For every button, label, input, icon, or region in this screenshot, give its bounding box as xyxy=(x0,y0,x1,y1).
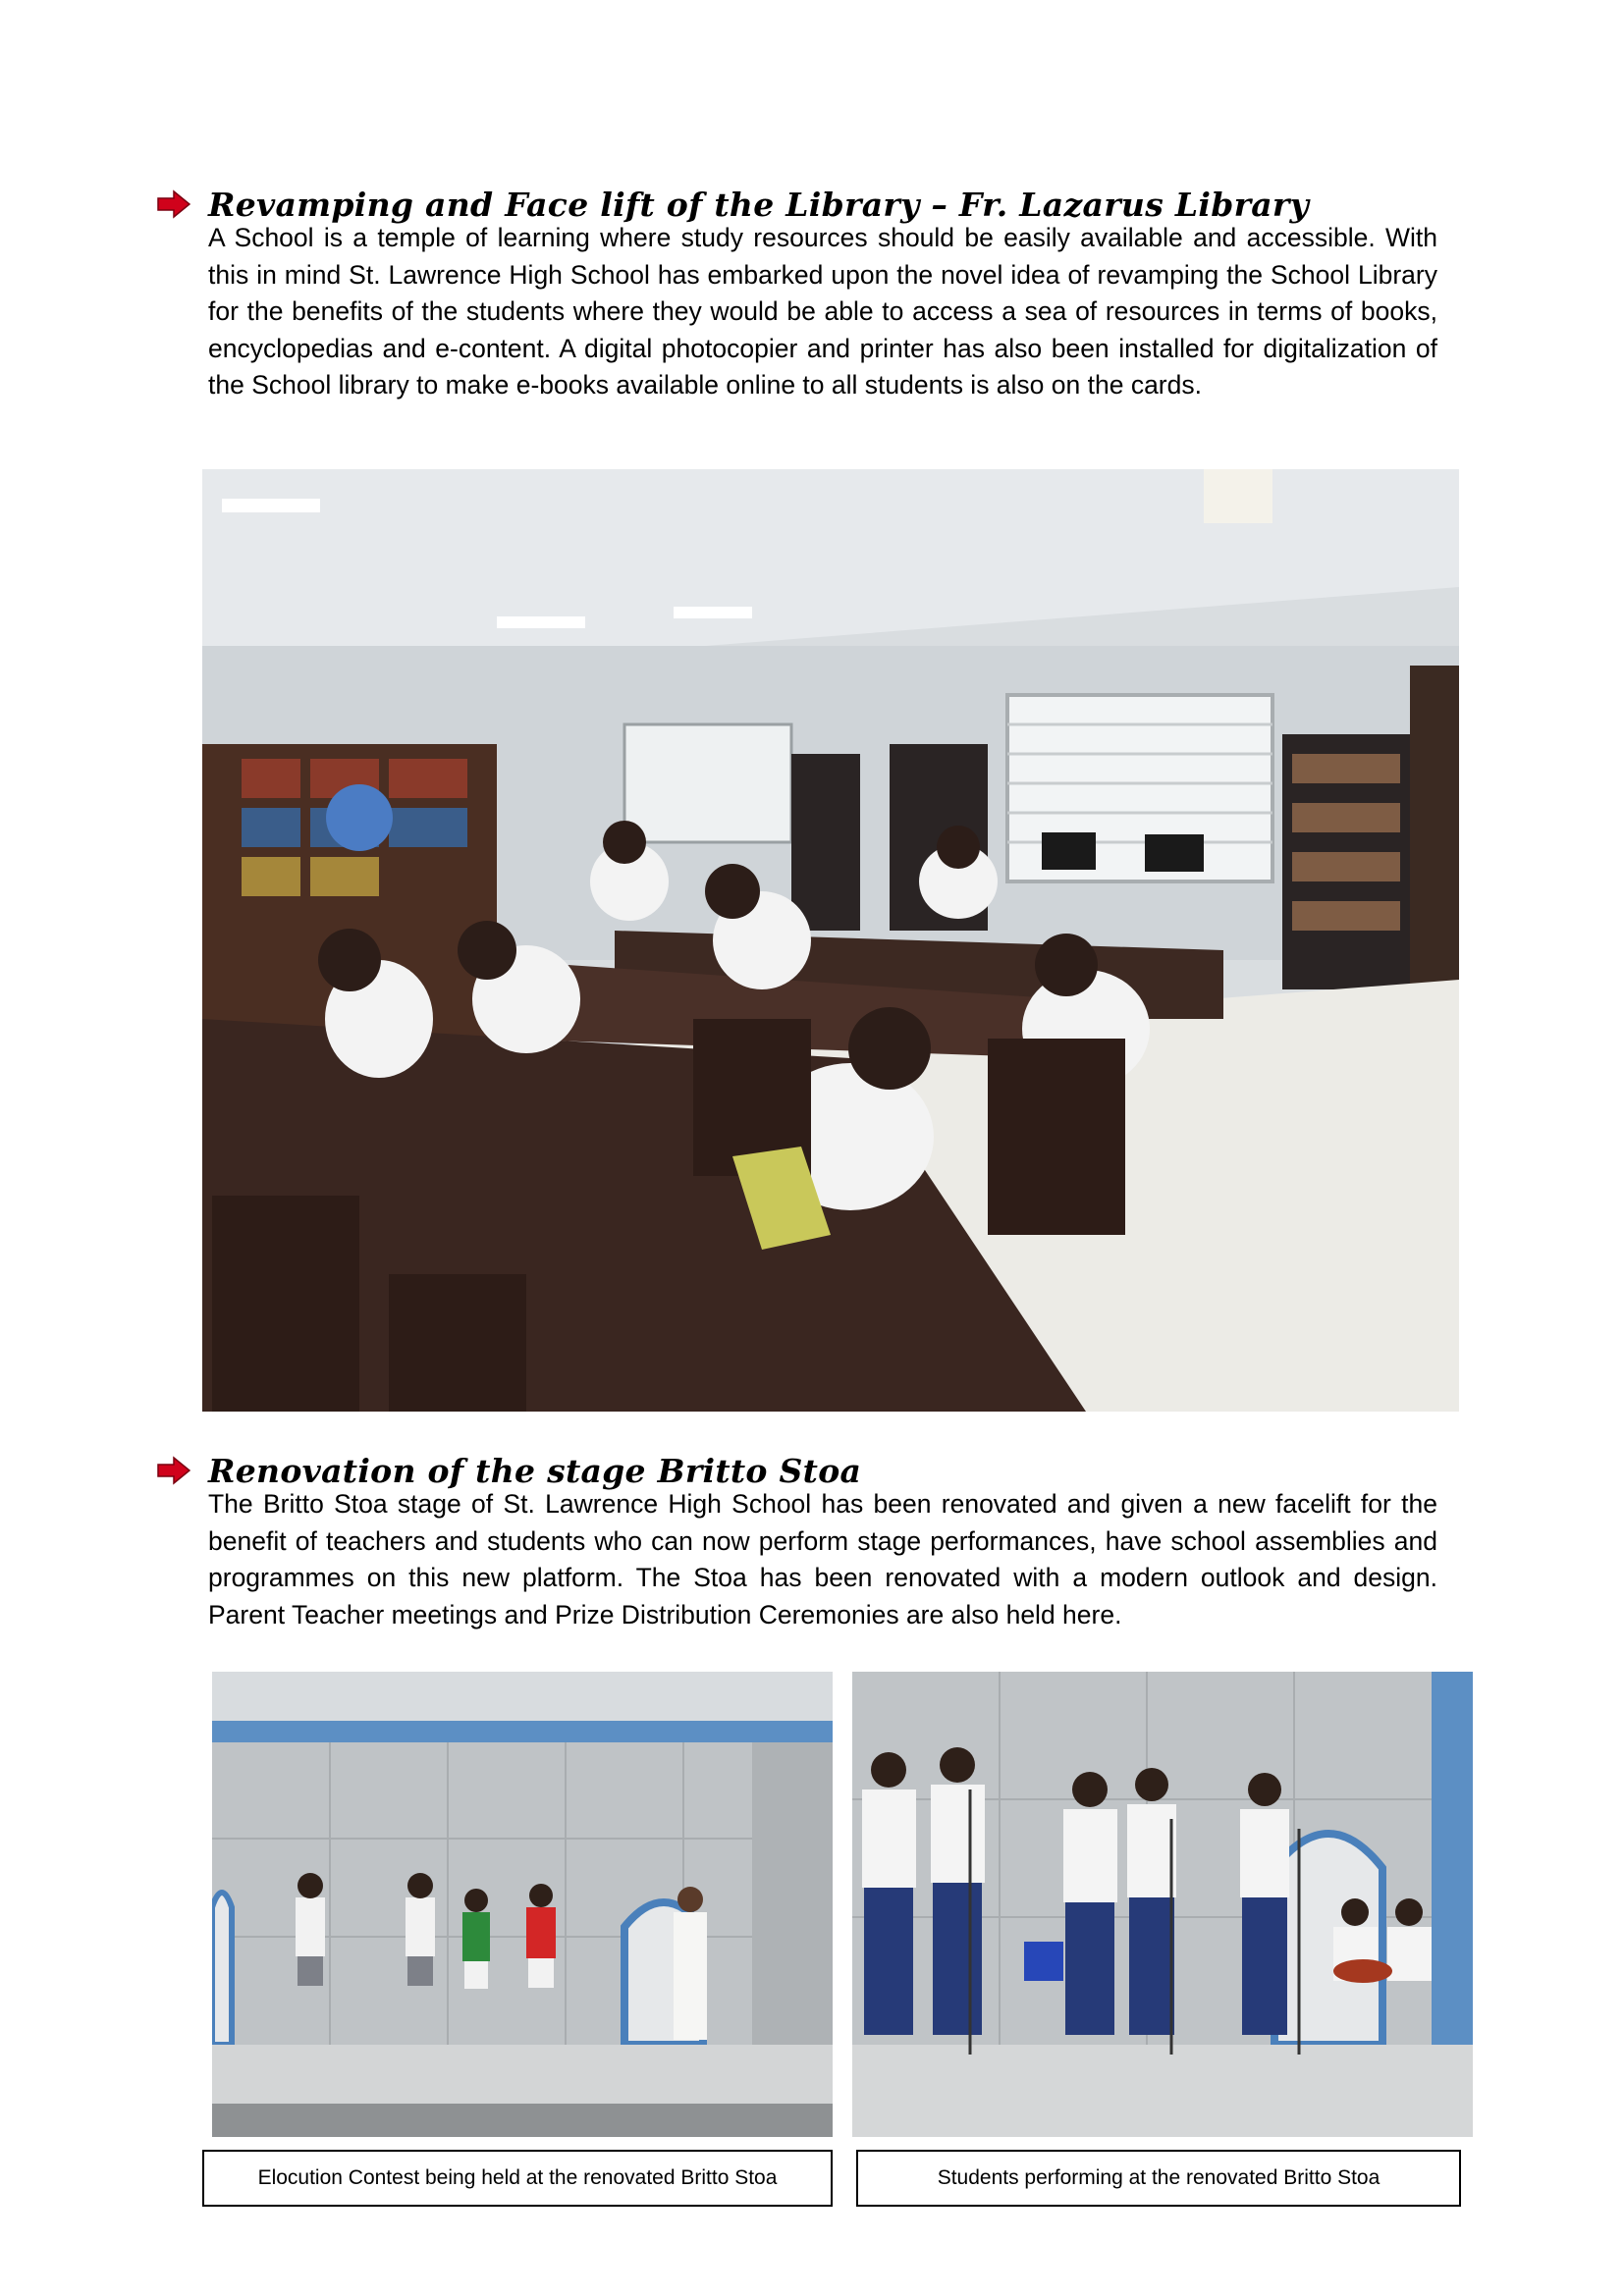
library-photo xyxy=(202,469,1459,1412)
red-arrow-bullet-icon xyxy=(157,1456,190,1485)
library-section xyxy=(157,175,1453,459)
red-arrow-bullet-icon xyxy=(157,189,190,219)
stage-section xyxy=(157,1441,1453,1637)
stage-heading-text: Renovation of the stage Britto Stoa xyxy=(208,1451,862,1490)
library-paragraph: A School is a temple of learning where study resources should be easily available and accessible. With this in mind St. Lawrence High School has embarked upon the novel idea of revamping the School Library for the benefits of the students where they would be able to access a sea of resources in terms of books, encyclopedias and e-content. A digital photocopier and printer has also been installed for digitalization of the School library to make e-books available online to all students is also on the cards. xyxy=(208,223,1437,400)
stage-paragraph: The Britto Stoa stage of St. Lawrence High School has been renovated and given a new facelift for the benefit of teachers and students who can now perform stage performances, have school assemblies and programmes on this new platform. The Stoa has been renovated with a modern outlook and design. Parent Teacher meetings and Prize Distribution Ceremonies are also held here. xyxy=(208,1489,1437,1629)
performing-caption: Students performing at the renovated Britto Stoa xyxy=(856,2150,1461,2207)
elocution-contest-photo xyxy=(212,1672,833,2137)
students-performing-photo xyxy=(852,1672,1473,2137)
elocution-caption: Elocution Contest being held at the renovated Britto Stoa xyxy=(202,2150,833,2207)
library-heading-text: Revamping and Face lift of the Library – Fr. Lazarus Library xyxy=(208,185,1310,224)
